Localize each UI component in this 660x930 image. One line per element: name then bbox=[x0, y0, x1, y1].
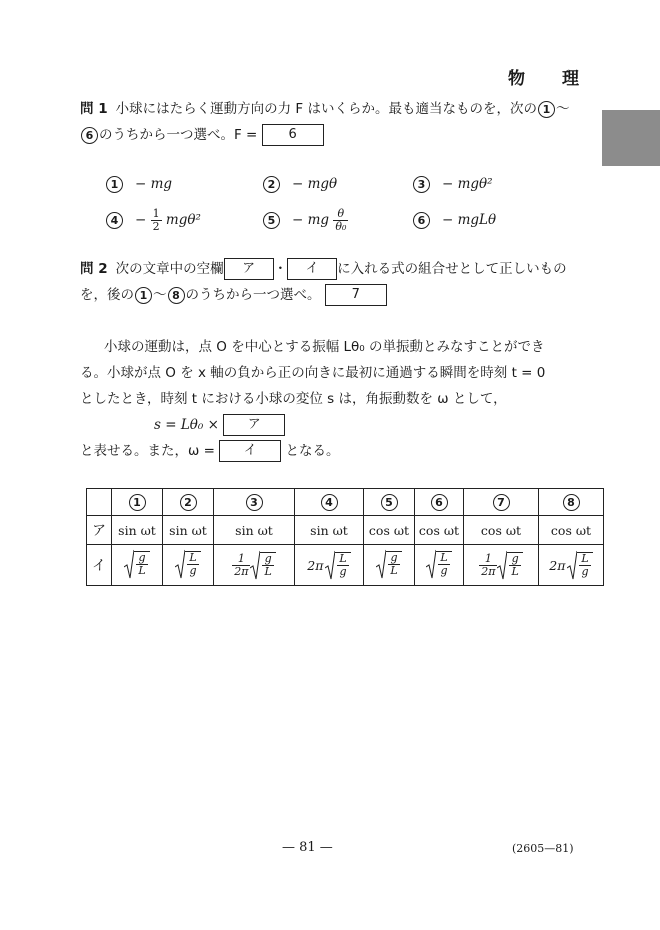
options-table bbox=[86, 488, 604, 586]
radical-expression bbox=[124, 549, 149, 579]
passage-line: と表せる。また，ω = bbox=[80, 443, 215, 459]
radical-expression bbox=[479, 550, 523, 580]
col-header: 3 bbox=[214, 489, 295, 516]
page-number: — 81 — bbox=[282, 840, 333, 855]
radical-sign bbox=[567, 550, 577, 580]
answer-box-6[interactable]: 6 bbox=[262, 124, 324, 146]
choice-marker: 6 bbox=[81, 127, 98, 144]
col-header: 8 bbox=[539, 489, 604, 516]
choice-number: 5 bbox=[263, 212, 280, 229]
fraction: $\frac{L}{g}$ bbox=[581, 552, 589, 578]
choice-2[interactable] bbox=[262, 172, 337, 196]
question-2-label: 問 2 bbox=[80, 261, 108, 277]
table-cell: cos ωt bbox=[364, 516, 415, 545]
table-cell: cos ωt bbox=[464, 516, 539, 545]
fraction: $\frac{g}{L}$ bbox=[138, 550, 146, 577]
question-2-line2c: のうちから一つ選べ。 bbox=[185, 287, 321, 303]
choice-expression: − mgθ bbox=[292, 176, 338, 192]
blank-a-box[interactable]: ア bbox=[224, 258, 274, 280]
choice-6[interactable] bbox=[412, 208, 496, 232]
range-sep: 〜 bbox=[153, 287, 167, 303]
table-cell bbox=[163, 545, 214, 586]
choice-expression: mgθ² bbox=[165, 212, 201, 228]
question-1 bbox=[80, 96, 580, 148]
separator-dot: ・ bbox=[273, 261, 288, 277]
table-header-row bbox=[87, 489, 604, 516]
table-cell bbox=[295, 545, 364, 586]
passage-line: となる。 bbox=[285, 443, 340, 459]
choice-marker: 8 bbox=[168, 287, 185, 304]
fraction: $\frac{1}{2}$ bbox=[152, 207, 160, 233]
fraction: $\frac{1}{2\pi}$ bbox=[481, 551, 496, 578]
fraction: $\frac{L}{g}$ bbox=[440, 550, 448, 577]
choice-expression: − mgLθ bbox=[442, 212, 497, 228]
answer-box-7[interactable]: 7 bbox=[325, 284, 387, 306]
radical-sign bbox=[376, 549, 386, 579]
col-header: 4 bbox=[295, 489, 364, 516]
question-2-line1b: に入れる式の組合せとして正しいもの bbox=[337, 261, 567, 277]
col-header: 7 bbox=[464, 489, 539, 516]
range-sep: 〜 bbox=[555, 101, 570, 117]
fraction: $\frac{g}{L}$ bbox=[511, 552, 519, 579]
section-tab bbox=[602, 110, 660, 166]
choice-expression: − mg bbox=[135, 176, 173, 192]
radical-sign bbox=[250, 550, 260, 580]
choice-number: 1 bbox=[106, 176, 123, 193]
equation: s = Lθ₀ × bbox=[154, 417, 219, 433]
table-cell: sin ωt bbox=[163, 516, 214, 545]
table-cell: sin ωt bbox=[112, 516, 163, 545]
table-cell: cos ωt bbox=[415, 516, 464, 545]
question-2 bbox=[80, 256, 580, 308]
choice-4[interactable] bbox=[105, 208, 201, 232]
col-header: 6 bbox=[415, 489, 464, 516]
choice-5[interactable] bbox=[262, 208, 348, 232]
choice-1[interactable] bbox=[105, 172, 172, 196]
radical-expression bbox=[376, 549, 401, 579]
radical-expression bbox=[232, 550, 276, 580]
choice-number: 6 bbox=[413, 212, 430, 229]
radical-sign bbox=[124, 549, 134, 579]
col-header: 1 bbox=[112, 489, 163, 516]
table-cell bbox=[539, 545, 604, 586]
radical-expression bbox=[426, 549, 451, 579]
radical-expression bbox=[549, 550, 592, 580]
equation-blank-b[interactable]: イ bbox=[219, 440, 281, 462]
passage-line: 小球の運動は，点 O を中心とする振幅 Lθ₀ の単振動とみなすことができ bbox=[104, 339, 545, 355]
fraction: $\frac{\theta}{\text{θ₀}}$ bbox=[335, 207, 347, 233]
choice-marker: 1 bbox=[135, 287, 152, 304]
fraction: $\frac{L}{g}$ bbox=[189, 550, 197, 577]
coefficient: 2π bbox=[307, 557, 324, 573]
table-cell: cos ωt bbox=[539, 516, 604, 545]
question-1-line1: 小球にはたらく運動方向の力 F はいくらか。最も適当なものを，次の bbox=[115, 101, 537, 117]
passage-line: る。小球が点 O を x 軸の負から正の向きに最初に通過する瞬間を時刻 t = 0 bbox=[80, 365, 546, 381]
row-head: イ bbox=[87, 545, 112, 586]
radical-sign bbox=[426, 549, 436, 579]
question-1-label: 問 1 bbox=[80, 101, 108, 117]
choice-prefix: − mg bbox=[292, 212, 330, 228]
table-row-a bbox=[87, 516, 604, 545]
passage-line: としたとき，時刻 t における小球の変位 s は，角振動数を ω として， bbox=[80, 391, 507, 407]
equation-blank-a[interactable]: ア bbox=[223, 414, 285, 436]
table-cell bbox=[112, 545, 163, 586]
choice-3[interactable] bbox=[412, 172, 493, 196]
table-corner bbox=[87, 489, 112, 516]
table-row-b bbox=[87, 545, 604, 586]
radical-sign bbox=[325, 550, 335, 580]
col-header: 2 bbox=[163, 489, 214, 516]
radical-sign bbox=[175, 549, 185, 579]
table-cell: sin ωt bbox=[214, 516, 295, 545]
choice-marker: 1 bbox=[538, 101, 555, 118]
choice-number: 4 bbox=[106, 212, 123, 229]
row-head: ア bbox=[87, 516, 112, 545]
question-2-line2a: を，後の bbox=[80, 287, 134, 303]
table-cell: sin ωt bbox=[295, 516, 364, 545]
col-header: 5 bbox=[364, 489, 415, 516]
table-cell bbox=[364, 545, 415, 586]
choice-prefix: − bbox=[135, 212, 147, 228]
blank-b-box[interactable]: イ bbox=[287, 258, 337, 280]
radical-sign bbox=[497, 550, 507, 580]
subject-title: 物 理 bbox=[508, 69, 589, 89]
radical-expression bbox=[175, 549, 200, 579]
table-cell bbox=[464, 545, 539, 586]
table-cell bbox=[214, 545, 295, 586]
choice-expression: − mgθ² bbox=[442, 176, 493, 192]
choice-number: 3 bbox=[413, 176, 430, 193]
fraction: $\frac{L}{g}$ bbox=[339, 552, 347, 578]
question-2-line1a: 次の文章中の空欄 bbox=[115, 261, 224, 277]
table-cell bbox=[415, 545, 464, 586]
coefficient: 2π bbox=[549, 557, 566, 573]
question-1-line2: のうちから一つ選べ。F = bbox=[99, 127, 258, 143]
page-code: (2605—81) bbox=[512, 842, 574, 855]
choice-number: 2 bbox=[263, 176, 280, 193]
passage bbox=[80, 334, 584, 464]
fraction: $\frac{g}{L}$ bbox=[264, 552, 272, 579]
fraction: $\frac{g}{L}$ bbox=[390, 550, 398, 577]
radical-expression bbox=[307, 550, 350, 580]
fraction: $\frac{1}{2\pi}$ bbox=[234, 551, 249, 578]
